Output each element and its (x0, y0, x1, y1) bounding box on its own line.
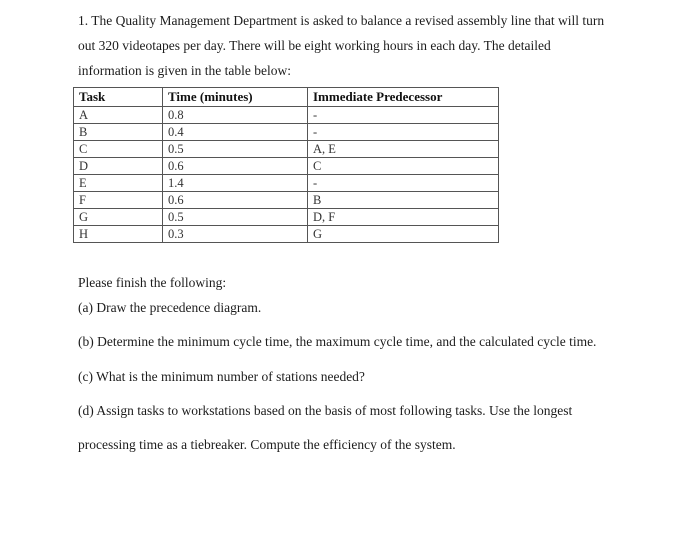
table-row (74, 124, 499, 141)
questions-intro: Please finish the following: (78, 275, 227, 290)
table-row (74, 175, 499, 192)
question-d-line-1: (d) Assign tasks to workstations based on the basis of most following tasks. Use the longest (78, 403, 573, 418)
task-cell: E (74, 175, 163, 192)
table-row (74, 141, 499, 158)
predecessor-cell: D, F (308, 209, 499, 226)
task-cell: C (74, 141, 163, 158)
problem-line-3: information is given in the table below: (78, 63, 291, 78)
task-cell: D (74, 158, 163, 175)
time-cell: 0.6 (163, 192, 308, 209)
time-cell: 0.5 (163, 141, 308, 158)
predecessor-cell: - (308, 107, 499, 124)
predecessor-cell: A, E (308, 141, 499, 158)
task-cell: F (74, 192, 163, 209)
task-cell: B (74, 124, 163, 141)
header-predecessor: Immediate Predecessor (308, 88, 499, 107)
task-cell: G (74, 209, 163, 226)
question-d-line-2: processing time as a tiebreaker. Compute the efficiency of the system. (78, 437, 456, 452)
table-row (74, 209, 499, 226)
predecessor-cell: G (308, 226, 499, 243)
predecessor-cell: B (308, 192, 499, 209)
predecessor-cell: - (308, 124, 499, 141)
problem-line-1: 1. The Quality Management Department is asked to balance a revised assembly line that will turn (78, 13, 605, 28)
table-header-row (74, 88, 499, 107)
problem-statement (78, 8, 678, 83)
table-row (74, 226, 499, 243)
time-cell: 0.5 (163, 209, 308, 226)
table-row (74, 192, 499, 209)
question-c: (c) What is the minimum number of stations needed? (78, 369, 365, 384)
time-cell: 0.8 (163, 107, 308, 124)
problem-line-2: out 320 videotapes per day. There will be eight working hours in each day. The detailed (78, 38, 551, 53)
task-table (73, 87, 499, 243)
task-cell: H (74, 226, 163, 243)
question-b: (b) Determine the minimum cycle time, the maximum cycle time, and the calculated cycle time. (78, 334, 597, 349)
time-cell: 0.4 (163, 124, 308, 141)
time-cell: 1.4 (163, 175, 308, 192)
predecessor-cell: C (308, 158, 499, 175)
table-row (74, 158, 499, 175)
header-task: Task (74, 88, 163, 107)
question-a: (a) Draw the precedence diagram. (78, 300, 262, 315)
table-row (74, 107, 499, 124)
header-time: Time (minutes) (163, 88, 308, 107)
time-cell: 0.6 (163, 158, 308, 175)
task-cell: A (74, 107, 163, 124)
predecessor-cell: - (308, 175, 499, 192)
time-cell: 0.3 (163, 226, 308, 243)
